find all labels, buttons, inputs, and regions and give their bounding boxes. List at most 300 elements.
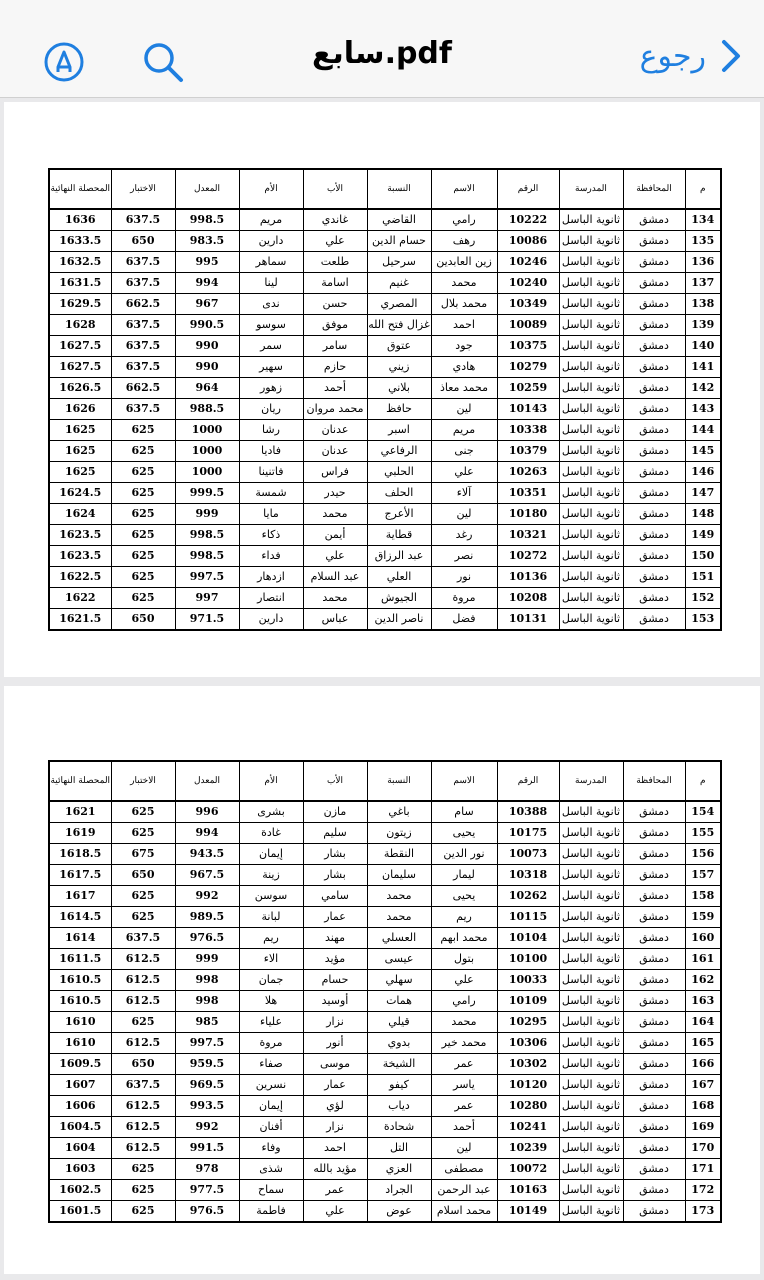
average-cell: 976.5 (175, 1201, 239, 1223)
father-name-cell: عمار (303, 1075, 367, 1096)
row-number-cell: 154 (685, 801, 721, 823)
final-total-cell: 1614.5 (49, 907, 111, 928)
school-cell: ثانوية الباسل (559, 399, 623, 420)
school-cell: ثانوية الباسل (559, 294, 623, 315)
student-id-cell: 10109 (497, 991, 559, 1012)
father-name-cell: مهند (303, 928, 367, 949)
exam-score-cell: 650 (111, 865, 175, 886)
final-total-cell: 1626.5 (49, 378, 111, 399)
final-total-cell: 1610 (49, 1033, 111, 1054)
first-name-cell: جود (431, 336, 497, 357)
table-row (49, 588, 721, 609)
student-id-cell: 10180 (497, 504, 559, 525)
final-total-cell: 1625 (49, 441, 111, 462)
exam-score-cell: 662.5 (111, 294, 175, 315)
exam-score-cell: 650 (111, 231, 175, 252)
surname-cell: اسبر (367, 420, 431, 441)
student-id-cell: 10351 (497, 483, 559, 504)
student-id-cell: 10115 (497, 907, 559, 928)
mother-name-cell: علياء (239, 1012, 303, 1033)
mother-name-cell: مايا (239, 504, 303, 525)
table-row (49, 441, 721, 462)
table-row (49, 1054, 721, 1075)
surname-cell: عبد الرزاق (367, 546, 431, 567)
table-row (49, 844, 721, 865)
school-cell: ثانوية الباسل (559, 609, 623, 631)
column-header: الرقم (497, 761, 559, 801)
row-number-cell: 156 (685, 844, 721, 865)
student-id-cell: 10321 (497, 525, 559, 546)
average-cell: 996 (175, 801, 239, 823)
first-name-cell: أحمد (431, 1117, 497, 1138)
surname-cell: الحلبي (367, 462, 431, 483)
governorate-cell: دمشق (623, 546, 685, 567)
father-name-cell: عمر (303, 1180, 367, 1201)
row-number-cell: 147 (685, 483, 721, 504)
table-row (49, 886, 721, 907)
document-title: سابع.pdf (312, 36, 452, 71)
first-name-cell: آلاء (431, 483, 497, 504)
exam-score-cell: 625 (111, 567, 175, 588)
school-cell: ثانوية الباسل (559, 801, 623, 823)
exam-score-cell: 625 (111, 801, 175, 823)
first-name-cell: لين (431, 504, 497, 525)
student-id-cell: 10280 (497, 1096, 559, 1117)
row-number-cell: 138 (685, 294, 721, 315)
table-row (49, 823, 721, 844)
surname-cell: قيلي (367, 1012, 431, 1033)
student-id-cell: 10279 (497, 357, 559, 378)
mother-name-cell: فداء (239, 546, 303, 567)
column-header: الأب (303, 169, 367, 209)
governorate-cell: دمشق (623, 483, 685, 504)
final-total-cell: 1631.5 (49, 273, 111, 294)
column-header: النسبة (367, 169, 431, 209)
final-total-cell: 1624 (49, 504, 111, 525)
father-name-cell: عبد السلام (303, 567, 367, 588)
average-cell: 990 (175, 336, 239, 357)
first-name-cell: بتول (431, 949, 497, 970)
average-cell: 995 (175, 252, 239, 273)
father-name-cell: بشار (303, 844, 367, 865)
exam-score-cell: 612.5 (111, 949, 175, 970)
row-number-cell: 134 (685, 209, 721, 231)
row-number-cell: 163 (685, 991, 721, 1012)
row-number-cell: 149 (685, 525, 721, 546)
pdf-page-2 (4, 686, 760, 1274)
father-name-cell: مؤيد (303, 949, 367, 970)
father-name-cell: لؤي (303, 1096, 367, 1117)
surname-cell: حافظ (367, 399, 431, 420)
surname-cell: العسلي (367, 928, 431, 949)
exam-score-cell: 650 (111, 1054, 175, 1075)
back-label: رجوع (639, 38, 706, 74)
surname-cell: النقطة (367, 844, 431, 865)
governorate-cell: دمشق (623, 991, 685, 1012)
father-name-cell: أوسيد (303, 991, 367, 1012)
average-cell: 967 (175, 294, 239, 315)
mother-name-cell: ريان (239, 399, 303, 420)
exam-score-cell: 625 (111, 1180, 175, 1201)
results-table (48, 760, 722, 1223)
average-cell: 943.5 (175, 844, 239, 865)
column-header: المدرسة (559, 169, 623, 209)
row-number-cell: 151 (685, 567, 721, 588)
mother-name-cell: سماهر (239, 252, 303, 273)
average-cell: 989.5 (175, 907, 239, 928)
governorate-cell: دمشق (623, 970, 685, 991)
row-number-cell: 157 (685, 865, 721, 886)
average-cell: 988.5 (175, 399, 239, 420)
column-header: الاسم (431, 761, 497, 801)
table-row (49, 336, 721, 357)
row-number-cell: 159 (685, 907, 721, 928)
row-number-cell: 170 (685, 1138, 721, 1159)
table-row (49, 907, 721, 928)
father-name-cell: علي (303, 231, 367, 252)
father-name-cell: فراس (303, 462, 367, 483)
governorate-cell: دمشق (623, 907, 685, 928)
exam-score-cell: 625 (111, 907, 175, 928)
first-name-cell: نصر (431, 546, 497, 567)
father-name-cell: مازن (303, 801, 367, 823)
first-name-cell: نور الدين (431, 844, 497, 865)
column-header: المحافظة (623, 761, 685, 801)
average-cell: 969.5 (175, 1075, 239, 1096)
governorate-cell: دمشق (623, 1159, 685, 1180)
father-name-cell: حازم (303, 357, 367, 378)
exam-score-cell: 612.5 (111, 1117, 175, 1138)
student-id-cell: 10100 (497, 949, 559, 970)
row-number-cell: 143 (685, 399, 721, 420)
row-number-cell: 158 (685, 886, 721, 907)
school-cell: ثانوية الباسل (559, 252, 623, 273)
table-header-row (49, 169, 721, 209)
father-name-cell: مؤيد بالله (303, 1159, 367, 1180)
school-cell: ثانوية الباسل (559, 1159, 623, 1180)
school-cell: ثانوية الباسل (559, 315, 623, 336)
table-row (49, 1075, 721, 1096)
school-cell: ثانوية الباسل (559, 525, 623, 546)
first-name-cell: جنى (431, 441, 497, 462)
exam-score-cell: 625 (111, 886, 175, 907)
exam-score-cell: 637.5 (111, 928, 175, 949)
final-total-cell: 1618.5 (49, 844, 111, 865)
column-header: النسبة (367, 761, 431, 801)
student-id-cell: 10120 (497, 1075, 559, 1096)
exam-score-cell: 625 (111, 525, 175, 546)
mother-name-cell: سهير (239, 357, 303, 378)
table-row (49, 928, 721, 949)
father-name-cell: عدنان (303, 441, 367, 462)
mother-name-cell: صفاء (239, 1054, 303, 1075)
surname-cell: الجيوش (367, 588, 431, 609)
first-name-cell: رغد (431, 525, 497, 546)
average-cell: 1000 (175, 420, 239, 441)
mother-name-cell: جمان (239, 970, 303, 991)
mother-name-cell: وفاء (239, 1138, 303, 1159)
student-id-cell: 10262 (497, 886, 559, 907)
final-total-cell: 1614 (49, 928, 111, 949)
average-cell: 977.5 (175, 1180, 239, 1201)
surname-cell: غنيم (367, 273, 431, 294)
school-cell: ثانوية الباسل (559, 567, 623, 588)
column-header: المحافظة (623, 169, 685, 209)
row-number-cell: 162 (685, 970, 721, 991)
average-cell: 983.5 (175, 231, 239, 252)
father-name-cell: نزار (303, 1012, 367, 1033)
back-button[interactable] (640, 38, 742, 74)
student-id-cell: 10263 (497, 462, 559, 483)
mother-name-cell: فاتنينا (239, 462, 303, 483)
first-name-cell: زين العابدين (431, 252, 497, 273)
row-number-cell: 153 (685, 609, 721, 631)
exam-score-cell: 625 (111, 1012, 175, 1033)
average-cell: 976.5 (175, 928, 239, 949)
school-cell: ثانوية الباسل (559, 1138, 623, 1159)
surname-cell: الرفاعي (367, 441, 431, 462)
mother-name-cell: زهور (239, 378, 303, 399)
table-row (49, 1033, 721, 1054)
surname-cell: حسام الدين (367, 231, 431, 252)
first-name-cell: علي (431, 970, 497, 991)
first-name-cell: محمد بلال (431, 294, 497, 315)
surname-cell: شحادة (367, 1117, 431, 1138)
mother-name-cell: مريم (239, 209, 303, 231)
table-row (49, 209, 721, 231)
final-total-cell: 1601.5 (49, 1201, 111, 1223)
father-name-cell: اسامة (303, 273, 367, 294)
row-number-cell: 137 (685, 273, 721, 294)
first-name-cell: رامي (431, 991, 497, 1012)
school-cell: ثانوية الباسل (559, 336, 623, 357)
school-cell: ثانوية الباسل (559, 441, 623, 462)
governorate-cell: دمشق (623, 844, 685, 865)
first-name-cell: محمد معاذ (431, 378, 497, 399)
surname-cell: زيتون (367, 823, 431, 844)
table-row (49, 609, 721, 631)
governorate-cell: دمشق (623, 231, 685, 252)
first-name-cell: عمر (431, 1096, 497, 1117)
mother-name-cell: الاء (239, 949, 303, 970)
school-cell: ثانوية الباسل (559, 865, 623, 886)
table-row (49, 399, 721, 420)
father-name-cell: موفق (303, 315, 367, 336)
school-cell: ثانوية الباسل (559, 991, 623, 1012)
first-name-cell: سام (431, 801, 497, 823)
column-header: م (685, 169, 721, 209)
row-number-cell: 168 (685, 1096, 721, 1117)
average-cell: 978 (175, 1159, 239, 1180)
school-cell: ثانوية الباسل (559, 231, 623, 252)
governorate-cell: دمشق (623, 357, 685, 378)
final-total-cell: 1632.5 (49, 252, 111, 273)
first-name-cell: لين (431, 1138, 497, 1159)
governorate-cell: دمشق (623, 252, 685, 273)
row-number-cell: 169 (685, 1117, 721, 1138)
final-total-cell: 1621.5 (49, 609, 111, 631)
father-name-cell: محمد (303, 588, 367, 609)
mother-name-cell: نسرين (239, 1075, 303, 1096)
school-cell: ثانوية الباسل (559, 420, 623, 441)
mother-name-cell: سماح (239, 1180, 303, 1201)
exam-score-cell: 625 (111, 504, 175, 525)
table-row (49, 949, 721, 970)
final-total-cell: 1636 (49, 209, 111, 231)
surname-cell: محمد (367, 886, 431, 907)
row-number-cell: 173 (685, 1201, 721, 1223)
governorate-cell: دمشق (623, 609, 685, 631)
school-cell: ثانوية الباسل (559, 1117, 623, 1138)
father-name-cell: أيمن (303, 525, 367, 546)
exam-score-cell: 625 (111, 441, 175, 462)
average-cell: 985 (175, 1012, 239, 1033)
table-row (49, 1096, 721, 1117)
results-table (48, 168, 722, 631)
school-cell: ثانوية الباسل (559, 357, 623, 378)
mother-name-cell: إيمان (239, 844, 303, 865)
governorate-cell: دمشق (623, 399, 685, 420)
governorate-cell: دمشق (623, 336, 685, 357)
final-total-cell: 1627.5 (49, 357, 111, 378)
first-name-cell: محمد خير (431, 1033, 497, 1054)
governorate-cell: دمشق (623, 886, 685, 907)
mother-name-cell: هلا (239, 991, 303, 1012)
exam-score-cell: 637.5 (111, 399, 175, 420)
surname-cell: سرحيل (367, 252, 431, 273)
surname-cell: قطاية (367, 525, 431, 546)
school-cell: ثانوية الباسل (559, 1075, 623, 1096)
surname-cell: بلاني (367, 378, 431, 399)
average-cell: 994 (175, 823, 239, 844)
school-cell: ثانوية الباسل (559, 970, 623, 991)
average-cell: 997.5 (175, 567, 239, 588)
table-row (49, 231, 721, 252)
table-header-row (49, 761, 721, 801)
student-id-cell: 10306 (497, 1033, 559, 1054)
school-cell: ثانوية الباسل (559, 844, 623, 865)
column-header: الاختبار (111, 169, 175, 209)
student-id-cell: 10149 (497, 1201, 559, 1223)
mother-name-cell: ريم (239, 928, 303, 949)
column-header: الأم (239, 761, 303, 801)
governorate-cell: دمشق (623, 928, 685, 949)
exam-score-cell: 625 (111, 546, 175, 567)
surname-cell: بدوي (367, 1033, 431, 1054)
final-total-cell: 1603 (49, 1159, 111, 1180)
governorate-cell: دمشق (623, 209, 685, 231)
first-name-cell: يحيى (431, 823, 497, 844)
father-name-cell: سليم (303, 823, 367, 844)
governorate-cell: دمشق (623, 1075, 685, 1096)
average-cell: 998 (175, 970, 239, 991)
exam-score-cell: 637.5 (111, 252, 175, 273)
student-id-cell: 10163 (497, 1180, 559, 1201)
father-name-cell: عدنان (303, 420, 367, 441)
student-id-cell: 10033 (497, 970, 559, 991)
table-row (49, 315, 721, 336)
average-cell: 1000 (175, 462, 239, 483)
student-id-cell: 10131 (497, 609, 559, 631)
row-number-cell: 160 (685, 928, 721, 949)
student-id-cell: 10259 (497, 378, 559, 399)
row-number-cell: 140 (685, 336, 721, 357)
student-id-cell: 10295 (497, 1012, 559, 1033)
pdf-page-1 (4, 102, 760, 677)
governorate-cell: دمشق (623, 567, 685, 588)
surname-cell: الشيخة (367, 1054, 431, 1075)
row-number-cell: 172 (685, 1180, 721, 1201)
student-id-cell: 10349 (497, 294, 559, 315)
table-row (49, 1201, 721, 1223)
row-number-cell: 150 (685, 546, 721, 567)
mother-name-cell: زينة (239, 865, 303, 886)
student-id-cell: 10104 (497, 928, 559, 949)
table-row (49, 273, 721, 294)
father-name-cell: بشار (303, 865, 367, 886)
table-row (49, 525, 721, 546)
final-total-cell: 1609.5 (49, 1054, 111, 1075)
mother-name-cell: لينا (239, 273, 303, 294)
mother-name-cell: انتصار (239, 588, 303, 609)
exam-score-cell: 625 (111, 420, 175, 441)
father-name-cell: عباس (303, 609, 367, 631)
final-total-cell: 1624.5 (49, 483, 111, 504)
average-cell: 992 (175, 1117, 239, 1138)
surname-cell: عوض (367, 1201, 431, 1223)
column-header: المعدل (175, 169, 239, 209)
table-row (49, 504, 721, 525)
final-total-cell: 1604 (49, 1138, 111, 1159)
governorate-cell: دمشق (623, 420, 685, 441)
average-cell: 997.5 (175, 1033, 239, 1054)
student-id-cell: 10388 (497, 801, 559, 823)
surname-cell: باغي (367, 801, 431, 823)
school-cell: ثانوية الباسل (559, 886, 623, 907)
school-cell: ثانوية الباسل (559, 928, 623, 949)
father-name-cell: سامي (303, 886, 367, 907)
surname-cell: الجراد (367, 1180, 431, 1201)
student-id-cell: 10175 (497, 823, 559, 844)
average-cell: 997 (175, 588, 239, 609)
table-row (49, 483, 721, 504)
first-name-cell: يحيى (431, 886, 497, 907)
row-number-cell: 166 (685, 1054, 721, 1075)
governorate-cell: دمشق (623, 1138, 685, 1159)
table-body (49, 801, 721, 1222)
final-total-cell: 1629.5 (49, 294, 111, 315)
surname-cell: القاضي (367, 209, 431, 231)
student-id-cell: 10239 (497, 1138, 559, 1159)
final-total-cell: 1628 (49, 315, 111, 336)
table-row (49, 991, 721, 1012)
final-total-cell: 1617.5 (49, 865, 111, 886)
final-total-cell: 1621 (49, 801, 111, 823)
mother-name-cell: ازدهار (239, 567, 303, 588)
student-id-cell: 10241 (497, 1117, 559, 1138)
mother-name-cell: إيمان (239, 1096, 303, 1117)
average-cell: 959.5 (175, 1054, 239, 1075)
column-header: م (685, 761, 721, 801)
surname-cell: زيني (367, 357, 431, 378)
table-row (49, 462, 721, 483)
exam-score-cell: 637.5 (111, 1075, 175, 1096)
governorate-cell: دمشق (623, 441, 685, 462)
average-cell: 990.5 (175, 315, 239, 336)
first-name-cell: مريم (431, 420, 497, 441)
father-name-cell: طلعت (303, 252, 367, 273)
student-id-cell: 10379 (497, 441, 559, 462)
